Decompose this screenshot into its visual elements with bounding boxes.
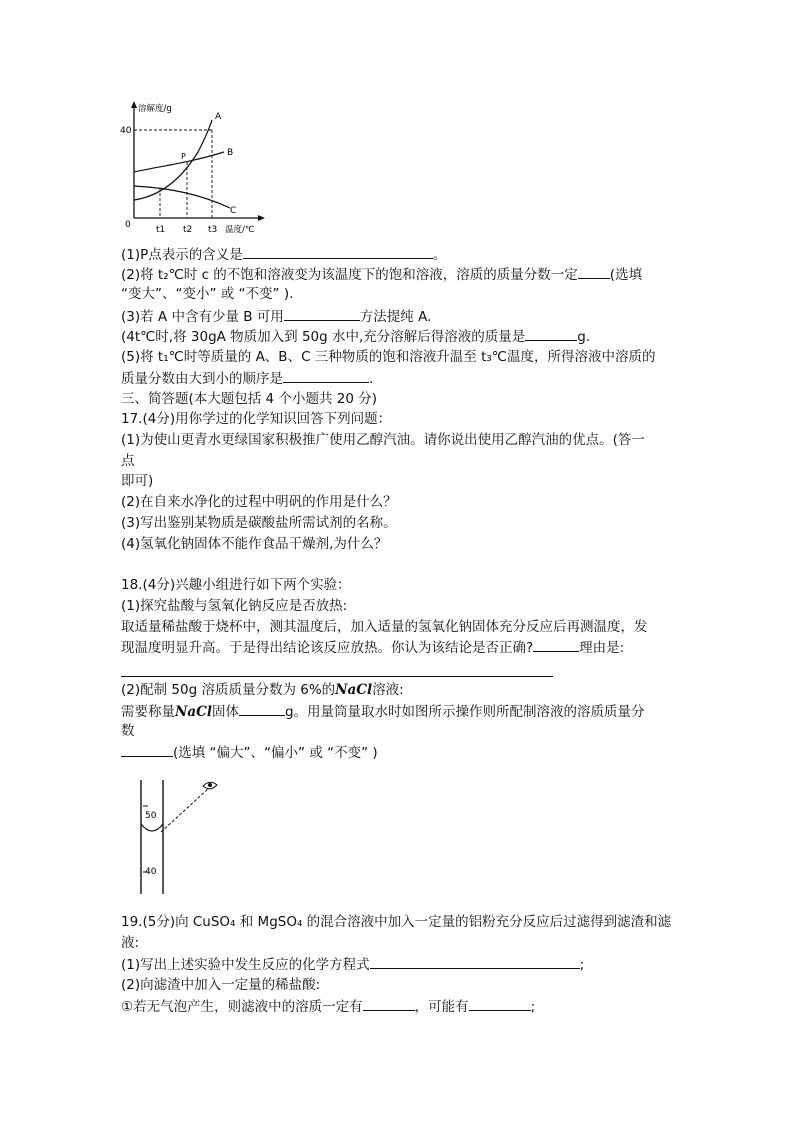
y-axis-label: 溶解度/g <box>138 104 172 114</box>
cylinder-mark-40: 40 <box>145 867 157 877</box>
q16-line-7: 质量分数由大到小的顺序是 . <box>121 371 374 387</box>
origin-label: 0 <box>125 220 131 230</box>
q18-line-2: 取适量稀盐酸于烧杯中，测其温度后，加入适量的氢氧化钠固体充分反应后再测温度，发 <box>121 619 648 635</box>
q17-line-2: 点 <box>121 453 135 469</box>
meniscus <box>141 824 163 831</box>
x-axis-label: 温度/℃ <box>225 225 255 235</box>
q17-line-6: (4)氢氧化钠固体不能作食品干燥剂,为什么？ <box>121 536 388 552</box>
nacl-formula: NaCl <box>335 682 373 698</box>
q16-line-4: (3)若 A 中含有少量 B 可用 方法提纯 A. <box>121 309 432 325</box>
q17-line-1: (1)为使山更青水更绿国家积极推广使用乙醇汽油。请你说出使用乙醇汽油的优点。(答一 <box>121 432 645 448</box>
sight-line <box>161 788 209 832</box>
q18-answer-line <box>121 676 553 677</box>
solubility-curve-figure <box>112 100 272 242</box>
curve-label-b: B <box>227 148 234 158</box>
q18-line-1: (1)探究盐酸与氢氧化钠反应是否放热: <box>121 598 348 614</box>
q17-title: 17.(4分)用你学过的化学知识回答下列问题： <box>121 411 392 427</box>
section-3-heading: 三、简答题(本大题包括 4 个小题共 20 分) <box>121 391 377 407</box>
curve-label-a: A <box>215 112 222 122</box>
q16-line-3: “变大”、“变小” 或 “不变” ). <box>121 286 294 302</box>
q19-line-1: 19.(5分)向 CuSO₄ 和 MgSO₄ 的混合溶液中加入一定量的铝粉充分反应后过滤得到滤渣和滤 <box>121 914 672 930</box>
graduated-cylinder-figure <box>133 776 223 898</box>
q16-line-6: (5)将 t₁℃时等质量的 A、B、C 三种物质的饱和溶液升温至 t₃℃温度，所得溶液中溶质的 <box>121 349 656 365</box>
q16-line-1: (1)P点表示的含义是 。 <box>121 247 447 263</box>
q18-line-7: (选填 “偏大”、“偏小” 或 “不变” ) <box>121 743 378 763</box>
cylinder-mark-50: 50 <box>145 811 157 821</box>
x-tick-t3: t3 <box>208 225 218 235</box>
q18-line-6: 数 <box>121 723 135 739</box>
q19-line-5: ①若无气泡产生，则滤液中的溶质一定有 ，可能有 ; <box>121 999 536 1015</box>
curve-label-p: P <box>181 152 186 161</box>
curve-a <box>134 120 212 200</box>
q17-line-3: 即可) <box>121 473 154 489</box>
x-tick-t1: t1 <box>156 225 166 235</box>
y-tick-40: 40 <box>120 126 132 136</box>
q18-line-4: (2)配制 50g 溶质质量分数为 6%的NaCl溶液: <box>121 682 404 698</box>
q18-title: 18.(4分)兴趣小组进行如下两个实验： <box>121 577 351 593</box>
curve-label-c: C <box>230 206 237 216</box>
nacl-formula-2: NaCl <box>175 704 212 720</box>
q16-line-2: (2)将 t₂℃时 c 的不饱和溶液变为该温度下的饱和溶液，溶质的质量分数一定 (选填 <box>121 267 643 283</box>
q17-line-5: (3)写出鉴别某物质是碳酸盐所需试剂的名称。 <box>121 515 397 531</box>
q17-line-4: (2)在自来水净化的过程中明矾的作用是什么？ <box>121 494 397 510</box>
q18-line-5: 需要称量NaCl固体 g。用量筒量取水时如图所示操作则所配制溶液的溶质质量分 <box>121 704 645 720</box>
q19-line-3: (1)写出上述实验中发生反应的化学方程式 ; <box>121 957 585 973</box>
q16-line-5: (4t℃时,将 30gA 物质加入到 50g 水中,充分溶解后得溶液的质量是 g. <box>121 329 591 345</box>
q18-line-3: 现温度明显升高。于是得出结论该反应放热。你认为该结论是否正确? 理由是: <box>121 640 625 656</box>
curve-b <box>134 152 224 172</box>
q19-line-2: 液: <box>121 935 140 951</box>
q19-line-4: (2)向滤渣中加入一定量的稀盐酸: <box>121 977 321 993</box>
x-tick-t2: t2 <box>183 225 193 235</box>
